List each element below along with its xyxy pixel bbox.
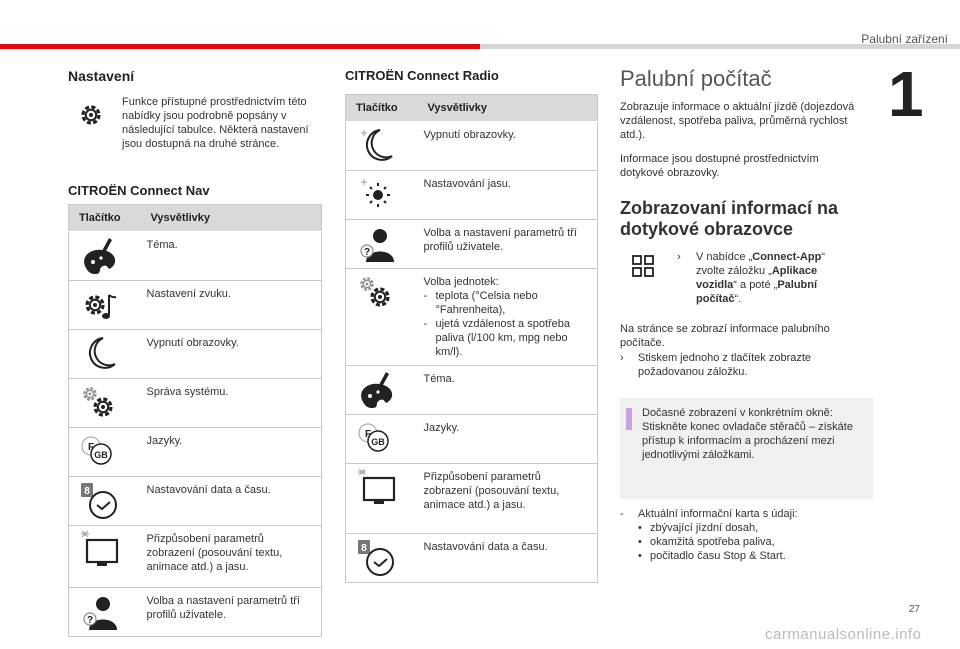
row-text: Přizpůsobení parametrů zobrazení (posouvání textu, animace atd.) a jasu.	[141, 526, 322, 588]
apps-grid-icon	[630, 253, 656, 279]
table-header-button: Tlačítko	[69, 205, 141, 232]
table-row[interactable]	[346, 122, 598, 171]
list-item: • zbývající jízdní dosah,	[638, 522, 759, 534]
table-row[interactable]	[69, 428, 322, 477]
palette-icon[interactable]	[79, 236, 119, 276]
settings-intro: Funkce přístupné prostřednictvím této nabídky jsou podrobně popsány v následující tabulce. Některá nastavení jsou dostupná na druhé stránce.	[122, 96, 309, 150]
settings-title: Nastavení	[68, 68, 135, 84]
availability-paragraph: Informace jsou dostupné prostřednictvím dotykové obrazovky.	[620, 153, 819, 179]
subsection-title: Zobrazovaní informací na dotykové obrazovce	[620, 198, 839, 239]
row-text: Volba a nastavení parametrů tří profilů uživatele.	[418, 220, 598, 269]
table-row[interactable]	[69, 281, 322, 330]
row-text: Nastavování jasu.	[418, 171, 598, 220]
tab-instruction: Stiskem jednoho z tlačítek zobrazte požadovanou záložku.	[638, 352, 812, 378]
table-row[interactable]	[69, 477, 322, 526]
instruction-text: V nabídce „Connect-App“ zvolte záložku „Aplikace vozidla“ a poté „Palubní počítač“.	[696, 251, 825, 305]
table-header-description: Vysvětlivky	[418, 95, 598, 122]
language-icon[interactable]	[79, 432, 119, 472]
radio-table-title: CITROËN Connect Radio	[345, 68, 499, 83]
page-number: 27	[908, 604, 920, 615]
clock-calendar-icon[interactable]	[79, 481, 119, 521]
radio-settings-table	[345, 94, 598, 583]
table-row[interactable]	[346, 220, 598, 269]
table-row[interactable]	[69, 232, 322, 281]
table-header-button: Tlačítko	[346, 95, 418, 122]
chapter-number: 1	[888, 58, 924, 130]
table-row[interactable]	[69, 379, 322, 428]
row-text: Jazyky.	[418, 415, 598, 464]
intro-paragraph: Zobrazuje informace o aktuální jízdě (dojezdová vzdálenost, spotřeba paliva, průměrná rychlost atd.).	[620, 101, 855, 141]
table-row[interactable]	[69, 588, 322, 637]
info-icon	[626, 408, 632, 430]
moon-icon[interactable]	[79, 334, 119, 374]
row-text: Nastavování data a času.	[418, 534, 598, 583]
row-text: Volba jednotek:	[423, 276, 499, 288]
result-paragraph: Na stránce se zobrazí informace palubního počítače.	[620, 323, 830, 349]
table-row[interactable]	[346, 171, 598, 220]
table-row[interactable]	[346, 366, 598, 415]
table-header-description: Vysvětlivky	[141, 205, 322, 232]
list-item: - ujetá vzdálenost a spotřeba paliva (l/100 km, mpg nebo km/l).	[423, 318, 571, 358]
row-text: Téma.	[141, 232, 322, 281]
section-title: Palubní zařízení	[861, 32, 948, 46]
user-profile-icon[interactable]	[356, 224, 396, 264]
info-box-text: Dočasné zobrazení v konkrétním okně: Stiskněte konec ovladače stěračů – získáte přístup k informacím a procházení mezi jednotlivými záložkami.	[642, 407, 853, 461]
gear-note-icon[interactable]	[79, 285, 119, 325]
row-text: Nastavování data a času.	[141, 477, 322, 526]
table-row[interactable]	[346, 464, 598, 534]
header-accent-bar	[0, 44, 480, 49]
screen-brightness-icon[interactable]	[79, 530, 119, 570]
list-item: • počitadlo času Stop & Start.	[638, 550, 786, 562]
list-item: - teplota (°Celsia nebo °Fahrenheita),	[423, 290, 538, 316]
row-text: Přizpůsobení parametrů zobrazení (posouvání textu, animace atd.) a jasu.	[418, 464, 598, 534]
screen-brightness-icon[interactable]	[356, 468, 396, 508]
row-text: Volba a nastavení parametrů tří profilů uživatele.	[141, 588, 322, 637]
gears-icon[interactable]	[356, 273, 396, 313]
row-text: Nastavení zvuku.	[141, 281, 322, 330]
clock-calendar-icon[interactable]	[356, 538, 396, 578]
language-icon[interactable]	[356, 419, 396, 459]
moon-icon[interactable]	[356, 126, 396, 166]
row-text: Správa systému.	[141, 379, 322, 428]
page-title: Palubní počítač	[620, 66, 772, 91]
row-text: Vypnutí obrazovky.	[418, 122, 598, 171]
table-row[interactable]	[69, 526, 322, 588]
list-item: • okamžitá spotřeba paliva,	[638, 536, 775, 548]
dash-bullet: -	[620, 508, 624, 520]
list-intro: Aktuální informační karta s údaji:	[638, 508, 798, 520]
settings-gear-icon	[76, 100, 106, 130]
table-row[interactable]	[346, 534, 598, 583]
gears-icon[interactable]	[79, 383, 119, 423]
user-profile-icon[interactable]	[79, 592, 119, 632]
bullet-icon: ›	[620, 352, 624, 364]
info-list	[638, 521, 868, 563]
watermark[interactable]: carmanualsonline.info	[765, 626, 922, 643]
palette-icon[interactable]	[356, 370, 396, 410]
table-row[interactable]	[346, 415, 598, 464]
table-row[interactable]	[346, 269, 598, 366]
row-text: Téma.	[418, 366, 598, 415]
row-text: Jazyky.	[141, 428, 322, 477]
nav-table-title: CITROËN Connect Nav	[68, 183, 210, 198]
bullet-icon: ›	[677, 251, 681, 263]
row-text: Vypnutí obrazovky.	[141, 330, 322, 379]
brightness-icon[interactable]	[356, 175, 396, 215]
nav-settings-table	[68, 204, 322, 637]
table-row[interactable]	[69, 330, 322, 379]
